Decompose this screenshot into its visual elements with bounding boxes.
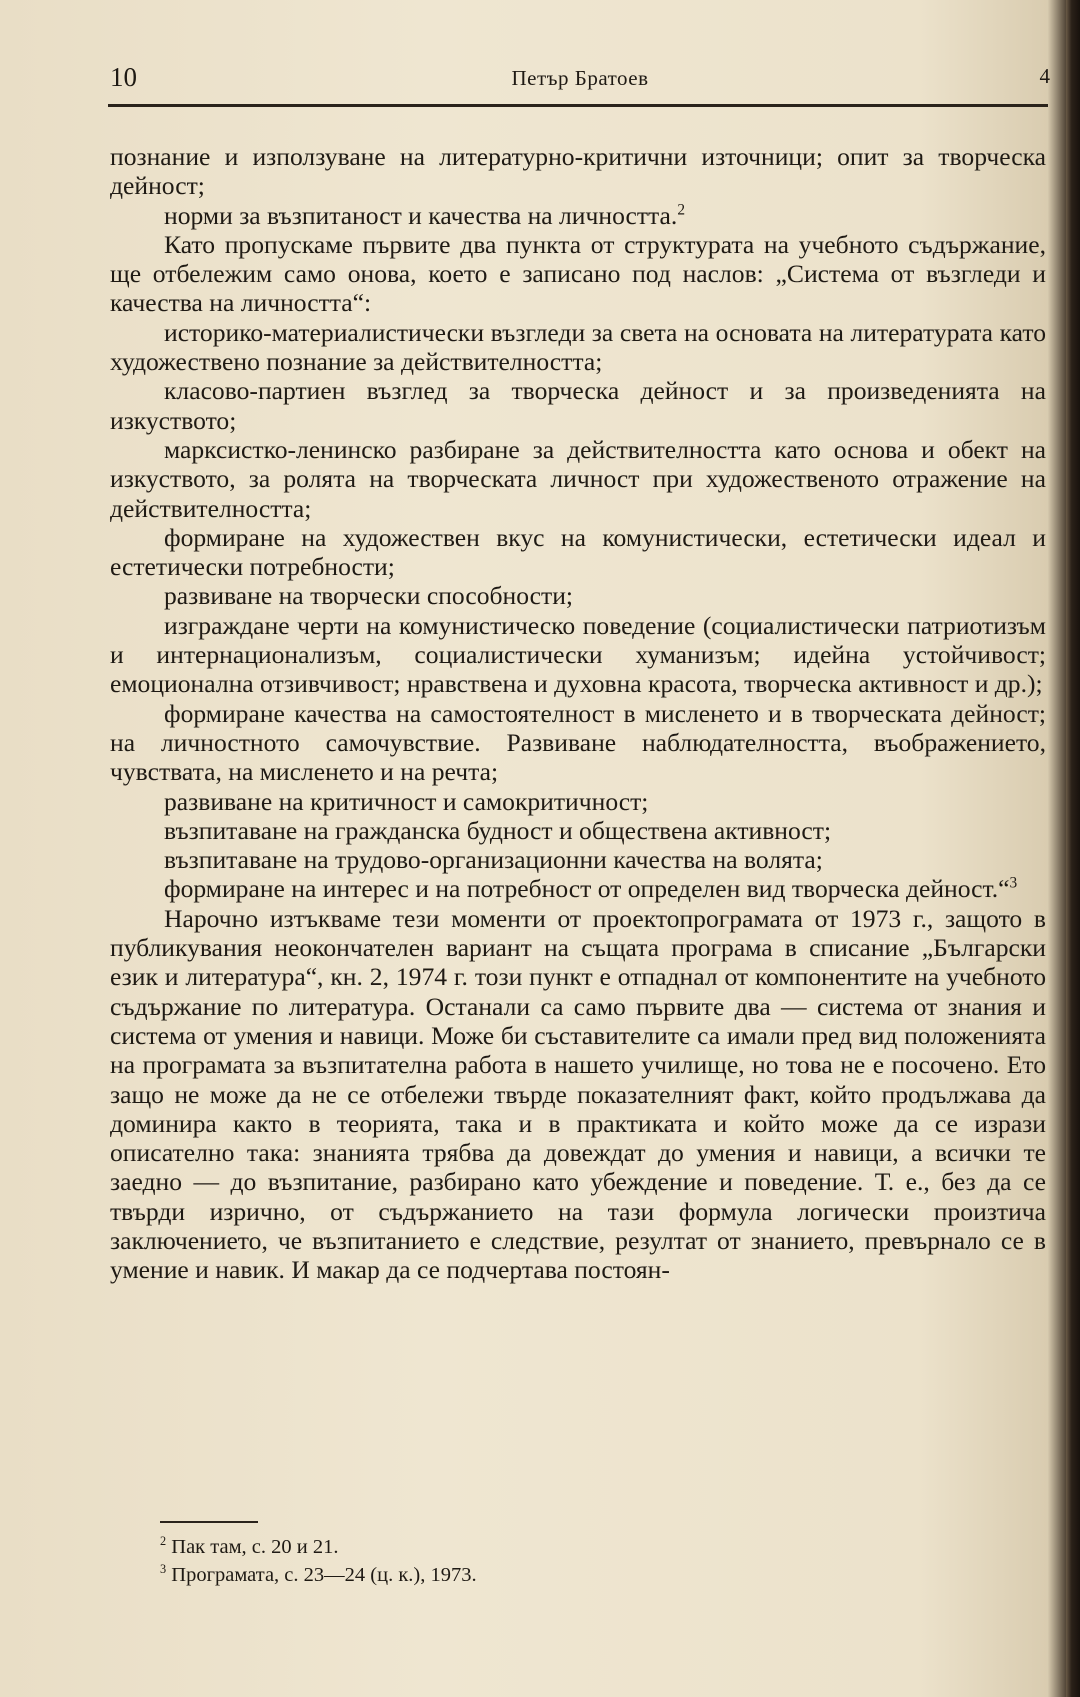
footnote-mark: 3 — [160, 1562, 167, 1577]
footnote-reference: 3 — [1009, 874, 1018, 892]
running-head: Петър Братоев — [511, 66, 649, 90]
paragraph-text: изграждане черти на комунистическо поведение (социалистически патриотизъм и интернационализъм, социалистически хуманизъм; идейна устойчивост; емоционална отзивчивост; нравствена и духовна красота, творческа активност и др.); — [110, 610, 1046, 699]
paragraph — [110, 845, 1046, 874]
paragraph — [110, 230, 1046, 318]
paragraph-text: марксистко-ленинско разбиране за действителността като основа и обект на изкуството, за ролята на творческата личност при художественото отражение на действителността; — [110, 434, 1046, 523]
footnote-mark: 2 — [160, 1534, 167, 1549]
paragraph — [110, 142, 1046, 201]
signature-mark: 4 — [1039, 64, 1050, 88]
paragraph-text: норми за възпитаност и качества на личността. — [164, 200, 678, 230]
page-number: 10 — [110, 62, 137, 92]
paragraph — [110, 435, 1046, 523]
header-rule — [108, 104, 1048, 107]
paragraph — [110, 201, 1046, 230]
body-text — [110, 142, 1046, 1285]
paragraph — [110, 376, 1046, 435]
paragraph-text: развиване на творчески способности; — [164, 581, 574, 611]
footnote-text: Пак там, с. 20 и 21. — [166, 1536, 339, 1558]
paragraph-text: възпитаване на гражданска будност и обществена активност; — [164, 815, 832, 845]
paragraph — [110, 318, 1046, 377]
footnote-reference: 2 — [677, 201, 685, 219]
paragraph-text: формиране на интерес и на потребност от определен вид творческа дейност.“ — [164, 874, 1010, 904]
paragraph-text: класово-партиен възглед за творческа дейност и за произведенията на изкуството; — [110, 376, 1046, 435]
paragraph-text: развиване на критичност и самокритичност; — [164, 786, 649, 816]
paragraph — [110, 699, 1046, 787]
paragraph-text: историко-материалистически възгледи за света на основата на литературата като художествено познание за действителността; — [110, 317, 1046, 377]
paragraph-text: Нарочно изтъкваме тези моменти от проектопрограмата от 1973 г., защото в публикувания неокончателен вариант на същата програма в списание „Български език и литература“, кн. 2, 1974 г. този пункт е отпаднал от компонентите на учебното съдържание по литература. Останали са само първите два — система от знания и система от умения и навици. Може би съставителите са имали пред вид положенията на програмата за възпитателна работа в нашето училище, но това не е посочено. Ето защо не може да не се отбележи твърде показателният факт, който продължава да доминира както в теорията, така и в практиката и който може да се изрази описателно така: знанията трябва да довеждат до умения и навици, а всички те заедно — до възпитание, разбирано като убеждение и поведение. Т. е., без да се твърди изрично, от съдържанието на тази формула логически произтича заключението, че възпитанието е следствие, резултат от знанието, превърнало се в умение и навик. И макар да се подчертава постоян- — [110, 903, 1046, 1285]
paragraph-text: възпитаване на трудово-организационни качества на волята; — [164, 845, 823, 875]
paragraph — [110, 787, 1046, 816]
paragraph — [110, 523, 1046, 582]
footnote — [160, 1533, 960, 1561]
footnote-text: Програмата, с. 23—24 (ц. к.), 1973. — [166, 1564, 477, 1586]
paragraph-text: формиране на художествен вкус на комунистически, естетически идеал и естетически потребности; — [110, 522, 1046, 582]
page-binding-edge — [1066, 0, 1080, 1697]
page-header — [110, 62, 1050, 102]
footnote-rule — [160, 1521, 258, 1523]
paragraph-text: формиране качества на самостоятелност в мисленето и в творческата дейност; на личностното самочувствие. Развиване наблюдателността, въображението, чувствата, на мисленето и на речта; — [110, 698, 1046, 787]
paragraph — [110, 904, 1046, 1285]
paragraph — [110, 611, 1046, 699]
paragraph — [110, 581, 1046, 610]
paragraph-text: Като пропускаме първите два пункта от структурата на учебното съдържание, ще отбележим само онова, което е записано под наслов: „Система от възгледи и качества на личността“: — [110, 229, 1046, 318]
paragraph — [110, 816, 1046, 845]
footnote — [160, 1561, 960, 1589]
paragraph — [110, 874, 1046, 903]
footnotes — [160, 1533, 960, 1589]
paragraph-text: познание и използуване на литературно-критични източници; опит за творческа дейност; — [110, 142, 1046, 201]
